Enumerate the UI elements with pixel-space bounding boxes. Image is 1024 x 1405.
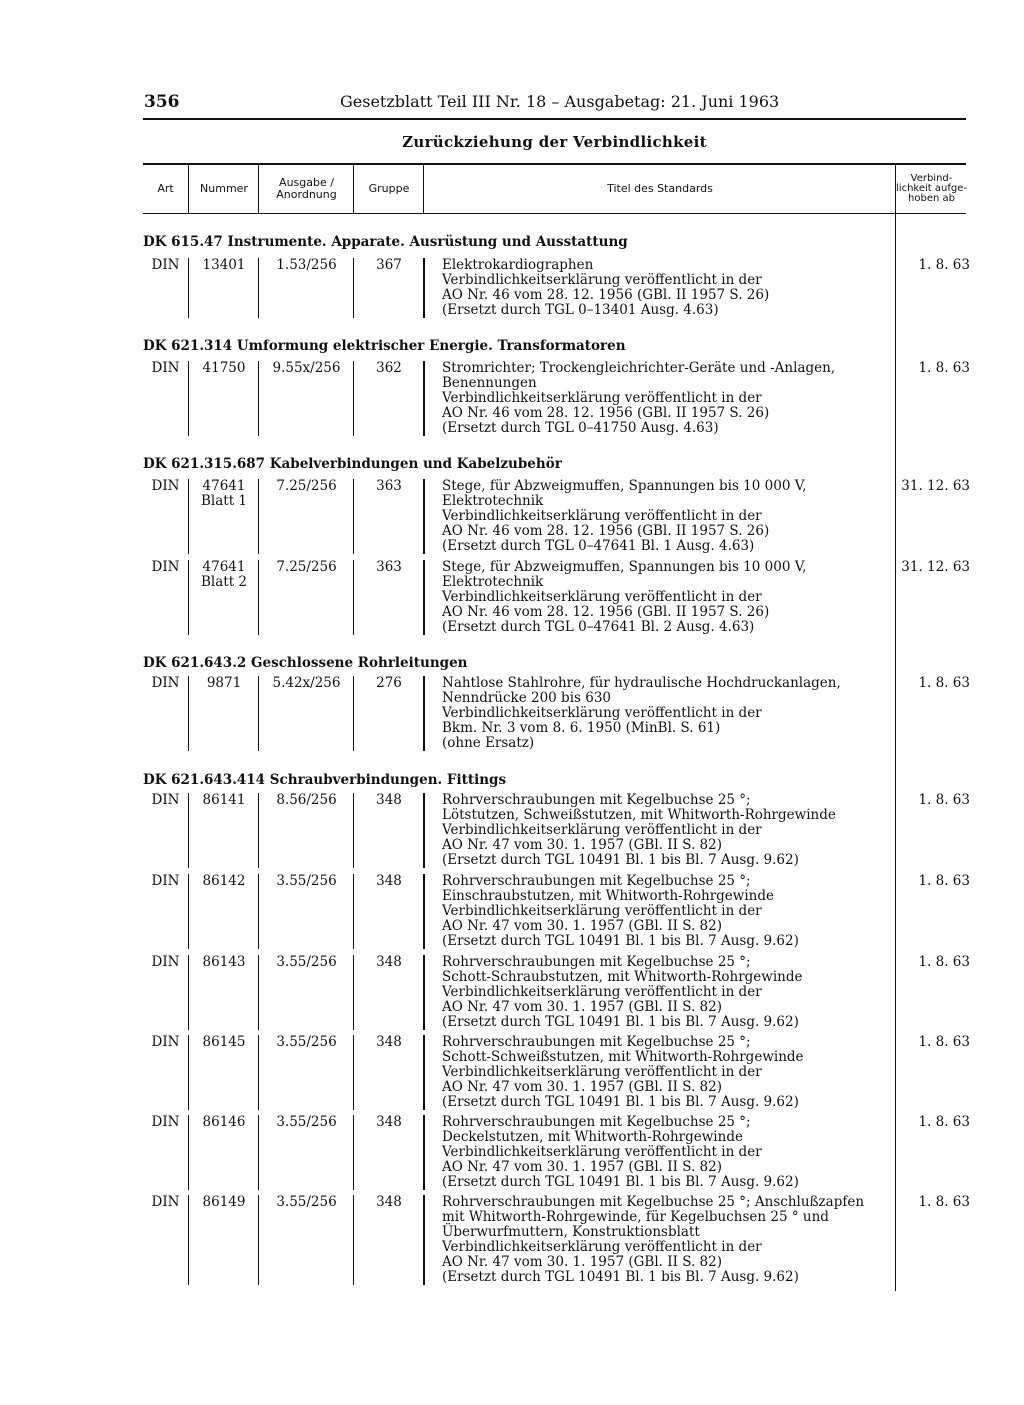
title-line: AO Nr. 47 vom 30. 1. 1957 (GBl. II S. 82) (442, 1079, 722, 1095)
column-header-art: Art (157, 182, 174, 195)
cell-gruppe: 348 (353, 1195, 424, 1285)
section-title: Zurückziehung der Verbindlichkeit (402, 133, 707, 151)
cell-titel (423, 560, 893, 635)
cell-datum: 1. 8. 63 (918, 954, 970, 970)
group-heading: DK 621.315.687 Kabelverbindungen und Kabelzubehör (143, 456, 562, 472)
title-line: Stromrichter; Trockengleichrichter-Geräte und -Anlagen, (442, 360, 836, 376)
title-line: Verbindlichkeitserklärung veröffentlicht in der (442, 589, 762, 605)
title-line: Bkm. Nr. 3 vom 8. 6. 1950 (MinBl. S. 61) (442, 720, 721, 736)
group-heading: DK 615.47 Instrumente. Apparate. Ausrüstung und Ausstattung (143, 234, 628, 250)
cell-titel (423, 955, 893, 1030)
title-line: Verbindlichkeitserklärung veröffentlicht in der (442, 272, 762, 288)
cell-nummer: 86143 (188, 955, 259, 1030)
title-line: Verbindlichkeitserklärung veröffentlicht in der (442, 984, 762, 1000)
cell-datum: 31. 12. 63 (901, 559, 970, 575)
table-row (143, 955, 973, 1030)
cell-ausgabe: 7.25/256 (258, 560, 354, 635)
cell-nummer (188, 560, 259, 635)
title-line: Benennungen (442, 375, 537, 391)
cell-ausgabe: 3.55/256 (258, 1195, 354, 1285)
title-line: Lötstutzen, Schweißstutzen, mit Whitworth-Rohrgewinde (442, 807, 836, 823)
column-header-titel: Titel des Standards (423, 165, 896, 213)
title-line: AO Nr. 47 vom 30. 1. 1957 (GBl. II S. 82) (442, 1254, 722, 1270)
title-line: Verbindlichkeitserklärung veröffentlicht in der (442, 903, 762, 919)
title-line: Verbindlichkeitserklärung veröffentlicht in der (442, 1239, 762, 1255)
table-row (143, 874, 973, 949)
cell-gruppe: 348 (353, 1035, 424, 1110)
title-line: Einschraubstutzen, mit Whitworth-Rohrgewinde (442, 888, 774, 904)
cell-ausgabe: 3.55/256 (258, 955, 354, 1030)
cell-titel (423, 1115, 893, 1190)
cell-datum: 1. 8. 63 (918, 1194, 970, 1210)
cell-datum: 1. 8. 63 (918, 257, 970, 273)
column-header-ausgabe: Ausgabe / Anordnung (258, 165, 354, 213)
cell-nummer: 86142 (188, 874, 259, 949)
cell-ausgabe: 7.25/256 (258, 479, 354, 554)
group-heading: DK 621.643.414 Schraubverbindungen. Fittings (143, 772, 507, 788)
nummer-value: 47641 (202, 559, 246, 575)
cell-nummer: 9871 (188, 676, 259, 751)
title-line: mit Whitworth-Rohrgewinde, für Kegelbuchsen 25 ° und (442, 1209, 829, 1225)
title-line: Rohrverschraubungen mit Kegelbuchse 25 °; (442, 1114, 751, 1130)
title-line: AO Nr. 47 vom 30. 1. 1957 (GBl. II S. 82) (442, 918, 722, 934)
header-rule (143, 118, 966, 120)
column-header-gruppe: Gruppe (353, 165, 424, 213)
title-line: (Ersetzt durch TGL 0–47641 Bl. 1 Ausg. 4.63) (442, 538, 755, 554)
blatt-label: Blatt 2 (200, 574, 248, 590)
title-line: (Ersetzt durch TGL 10491 Bl. 1 bis Bl. 7 Ausg. 9.62) (442, 1269, 799, 1285)
cell-ausgabe: 5.42x/256 (258, 676, 354, 751)
cell-datum: 1. 8. 63 (918, 792, 970, 808)
cell-ausgabe: 1.53/256 (258, 258, 354, 318)
title-line: Schott-Schraubstutzen, mit Whitworth-Rohrgewinde (442, 969, 803, 985)
nummer-value: 47641 (202, 478, 246, 494)
blatt-label: Blatt 1 (200, 493, 248, 509)
table-row (143, 793, 973, 868)
cell-art: DIN (151, 675, 180, 691)
table-row (143, 1115, 973, 1190)
title-line: AO Nr. 47 vom 30. 1. 1957 (GBl. II S. 82) (442, 999, 722, 1015)
title-line: Nahtlose Stahlrohre, für hydraulische Hochdruckanlagen, (442, 675, 841, 691)
title-line: AO Nr. 46 vom 28. 12. 1956 (GBl. II 1957 S. 26) (442, 287, 770, 303)
cell-titel (423, 793, 893, 868)
cell-nummer (188, 479, 259, 554)
cell-titel (423, 1195, 893, 1285)
title-line: AO Nr. 46 vom 28. 12. 1956 (GBl. II 1957 S. 26) (442, 405, 770, 421)
column-header-verbindlichkeit: Verbind-lichkeit aufge-hoben ab (895, 165, 967, 213)
cell-datum: 1. 8. 63 (918, 675, 970, 691)
cell-art: DIN (151, 792, 180, 808)
cell-art: DIN (151, 559, 180, 575)
title-line: Stege, für Abzweigmuffen, Spannungen bis 10 000 V, (442, 478, 807, 494)
cell-gruppe: 348 (353, 874, 424, 949)
title-line: AO Nr. 47 vom 30. 1. 1957 (GBl. II S. 82) (442, 1159, 722, 1175)
cell-nummer: 13401 (188, 258, 259, 318)
page-number: 356 (144, 92, 180, 112)
title-line: (ohne Ersatz) (442, 735, 535, 751)
cell-art: DIN (151, 478, 180, 494)
table-row (143, 560, 973, 635)
title-line: Verbindlichkeitserklärung veröffentlicht in der (442, 390, 762, 406)
cell-gruppe: 363 (353, 479, 424, 554)
cell-gruppe: 362 (353, 361, 424, 436)
cell-art: DIN (151, 1034, 180, 1050)
title-line: Rohrverschraubungen mit Kegelbuchse 25 °; (442, 954, 751, 970)
cell-nummer: 86141 (188, 793, 259, 868)
cell-datum: 1. 8. 63 (918, 1034, 970, 1050)
table-row (143, 1195, 973, 1285)
cell-gruppe: 348 (353, 793, 424, 868)
table-row (143, 1035, 973, 1110)
title-line: Rohrverschraubungen mit Kegelbuchse 25 °; (442, 1034, 751, 1050)
column-header-nummer: Nummer (188, 165, 259, 213)
table-header (143, 163, 966, 214)
title-line: Deckelstutzen, mit Whitworth-Rohrgewinde (442, 1129, 743, 1145)
cell-titel (423, 479, 893, 554)
table-row (143, 676, 973, 751)
cell-titel (423, 1035, 893, 1110)
title-line: Verbindlichkeitserklärung veröffentlicht in der (442, 822, 762, 838)
title-line: (Ersetzt durch TGL 0–41750 Ausg. 4.63) (442, 420, 719, 436)
cell-art: DIN (151, 954, 180, 970)
cell-ausgabe: 3.55/256 (258, 1035, 354, 1110)
cell-gruppe: 363 (353, 560, 424, 635)
cell-art: DIN (151, 1114, 180, 1130)
cell-art: DIN (151, 873, 180, 889)
cell-gruppe: 348 (353, 1115, 424, 1190)
title-line: AO Nr. 46 vom 28. 12. 1956 (GBl. II 1957 S. 26) (442, 604, 770, 620)
cell-datum: 31. 12. 63 (901, 478, 970, 494)
title-line: Rohrverschraubungen mit Kegelbuchse 25 °; (442, 792, 751, 808)
title-line: Schott-Schweißstutzen, mit Whitworth-Rohrgewinde (442, 1049, 804, 1065)
cell-datum: 1. 8. 63 (918, 873, 970, 889)
title-line: (Ersetzt durch TGL 10491 Bl. 1 bis Bl. 7 Ausg. 9.62) (442, 933, 799, 949)
title-line: Verbindlichkeitserklärung veröffentlicht in der (442, 508, 762, 524)
running-title: Gesetzblatt Teil III Nr. 18 – Ausgabetag: 21. Juni 1963 (340, 92, 780, 111)
title-line: (Ersetzt durch TGL 0–13401 Ausg. 4.63) (442, 302, 719, 318)
cell-gruppe: 367 (353, 258, 424, 318)
cell-ausgabe: 3.55/256 (258, 874, 354, 949)
cell-titel (423, 258, 893, 318)
group-heading: DK 621.643.2 Geschlossene Rohrleitungen (143, 655, 468, 671)
title-line: Verbindlichkeitserklärung veröffentlicht in der (442, 1144, 762, 1160)
title-line: Elektrotechnik (442, 493, 544, 509)
title-line: (Ersetzt durch TGL 10491 Bl. 1 bis Bl. 7 Ausg. 9.62) (442, 1174, 799, 1190)
cell-ausgabe: 9.55x/256 (258, 361, 354, 436)
cell-gruppe: 276 (353, 676, 424, 751)
cell-nummer: 86146 (188, 1115, 259, 1190)
title-line: Elektrokardiographen (442, 257, 594, 273)
table-row (143, 479, 973, 554)
title-line: Überwurfmuttern, Konstruktionsblatt (442, 1224, 700, 1240)
cell-ausgabe: 3.55/256 (258, 1115, 354, 1190)
title-line: Verbindlichkeitserklärung veröffentlicht in der (442, 705, 762, 721)
title-line: Rohrverschraubungen mit Kegelbuchse 25 °; Anschlußzapfen (442, 1194, 865, 1210)
table-row (143, 361, 973, 436)
cell-titel (423, 676, 893, 751)
title-line: Rohrverschraubungen mit Kegelbuchse 25 °; (442, 873, 751, 889)
cell-nummer: 86145 (188, 1035, 259, 1110)
cell-ausgabe: 8.56/256 (258, 793, 354, 868)
group-heading: DK 621.314 Umformung elektrischer Energie. Transformatoren (143, 338, 626, 354)
title-line: AO Nr. 47 vom 30. 1. 1957 (GBl. II S. 82) (442, 837, 722, 853)
cell-titel (423, 874, 893, 949)
title-line: (Ersetzt durch TGL 0–47641 Bl. 2 Ausg. 4.63) (442, 619, 755, 635)
title-line: Nenndrücke 200 bis 630 (442, 690, 612, 706)
cell-gruppe: 348 (353, 955, 424, 1030)
cell-art: DIN (151, 1194, 180, 1210)
title-line: AO Nr. 46 vom 28. 12. 1956 (GBl. II 1957 S. 26) (442, 523, 770, 539)
cell-titel (423, 361, 893, 436)
title-line: (Ersetzt durch TGL 10491 Bl. 1 bis Bl. 7 Ausg. 9.62) (442, 1014, 799, 1030)
page-header (140, 92, 965, 114)
cell-datum: 1. 8. 63 (918, 360, 970, 376)
cell-nummer: 86149 (188, 1195, 259, 1285)
title-line: (Ersetzt durch TGL 10491 Bl. 1 bis Bl. 7 Ausg. 9.62) (442, 852, 799, 868)
title-line: (Ersetzt durch TGL 10491 Bl. 1 bis Bl. 7 Ausg. 9.62) (442, 1094, 799, 1110)
title-line: Verbindlichkeitserklärung veröffentlicht in der (442, 1064, 762, 1080)
title-line: Stege, für Abzweigmuffen, Spannungen bis 10 000 V, (442, 559, 807, 575)
cell-nummer: 41750 (188, 361, 259, 436)
cell-datum: 1. 8. 63 (918, 1114, 970, 1130)
cell-art: DIN (151, 360, 180, 376)
title-line: Elektrotechnik (442, 574, 544, 590)
table-row (143, 258, 973, 318)
cell-art: DIN (151, 257, 180, 273)
